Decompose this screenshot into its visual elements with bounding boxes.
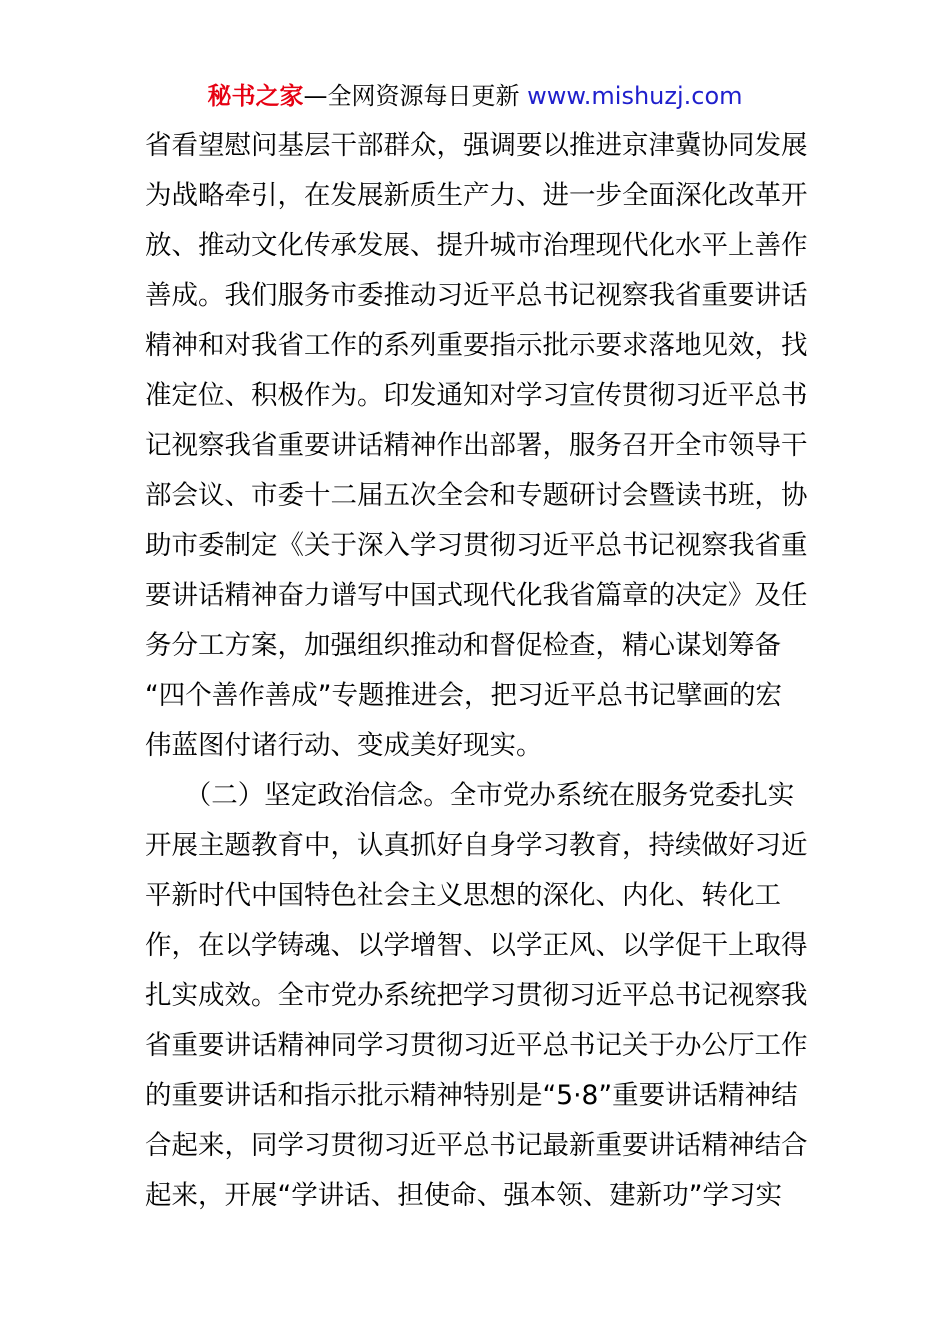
header-tagline: —全网资源每日更新 <box>303 82 528 110</box>
document-body <box>145 121 815 1221</box>
text-line: 省看望慰问基层干部群众，强调要以推进京津冀协同发展 <box>145 130 808 161</box>
text-line: 伟蓝图付诸行动、变成美好现实。 <box>145 730 543 761</box>
text-line: 记视察我省重要讲话精神作出部署，服务召开全市领导干 <box>145 430 808 461</box>
text-line: 作，在以学铸魂、以学增智、以学正风、以学促干上取得 <box>145 930 808 961</box>
brand-name: 秘书之家 <box>207 82 304 110</box>
text-line: “四个善作善成”专题推进会，把习近平总书记擘画的宏 <box>145 680 782 711</box>
text-line: 为战略牵引，在发展新质生产力、进一步全面深化改革开 <box>145 180 808 211</box>
site-url-link[interactable]: www.mishuzj.com <box>527 82 743 110</box>
page-header <box>0 80 950 112</box>
text-line: 要讲话精神奋力谱写中国式现代化我省篇章的决定》及任 <box>145 580 808 611</box>
text-line: 平新时代中国特色社会主义思想的深化、内化、转化工 <box>145 880 781 911</box>
text-line: 精神和对我省工作的系列重要指示批示要求落地见效，找 <box>145 330 808 361</box>
section-heading-line: （二）坚定政治信念。全市党办系统在服务党委扎实 <box>145 780 795 811</box>
text-line: 开展主题教育中，认真抓好自身学习教育，持续做好习近 <box>145 830 808 861</box>
text-line: 部会议、市委十二届五次全会和专题研讨会暨读书班，协 <box>145 480 808 511</box>
text-line: 省重要讲话精神同学习贯彻习近平总书记关于办公厅工作 <box>145 1030 808 1061</box>
text-line: 助市委制定《关于深入学习贯彻习近平总书记视察我省重 <box>145 530 808 561</box>
text-line: 善成。我们服务市委推动习近平总书记视察我省重要讲话 <box>145 280 808 311</box>
text-line: 扎实成效。全市党办系统把学习贯彻习近平总书记视察我 <box>145 980 808 1011</box>
text-line: 务分工方案，加强组织推动和督促检查，精心谋划筹备 <box>145 630 781 661</box>
text-line: 放、推动文化传承发展、提升城市治理现代化水平上善作 <box>145 230 808 261</box>
text-line: 准定位、积极作为。印发通知对学习宣传贯彻习近平总书 <box>145 380 808 411</box>
text-line: 起来，开展“学讲话、担使命、强本领、建新功”学习实 <box>145 1180 782 1211</box>
text-line: 的重要讲话和指示批示精神特别是“5·8”重要讲话精神结 <box>145 1080 798 1111</box>
text-line: 合起来，同学习贯彻习近平总书记最新重要讲话精神结合 <box>145 1130 808 1161</box>
